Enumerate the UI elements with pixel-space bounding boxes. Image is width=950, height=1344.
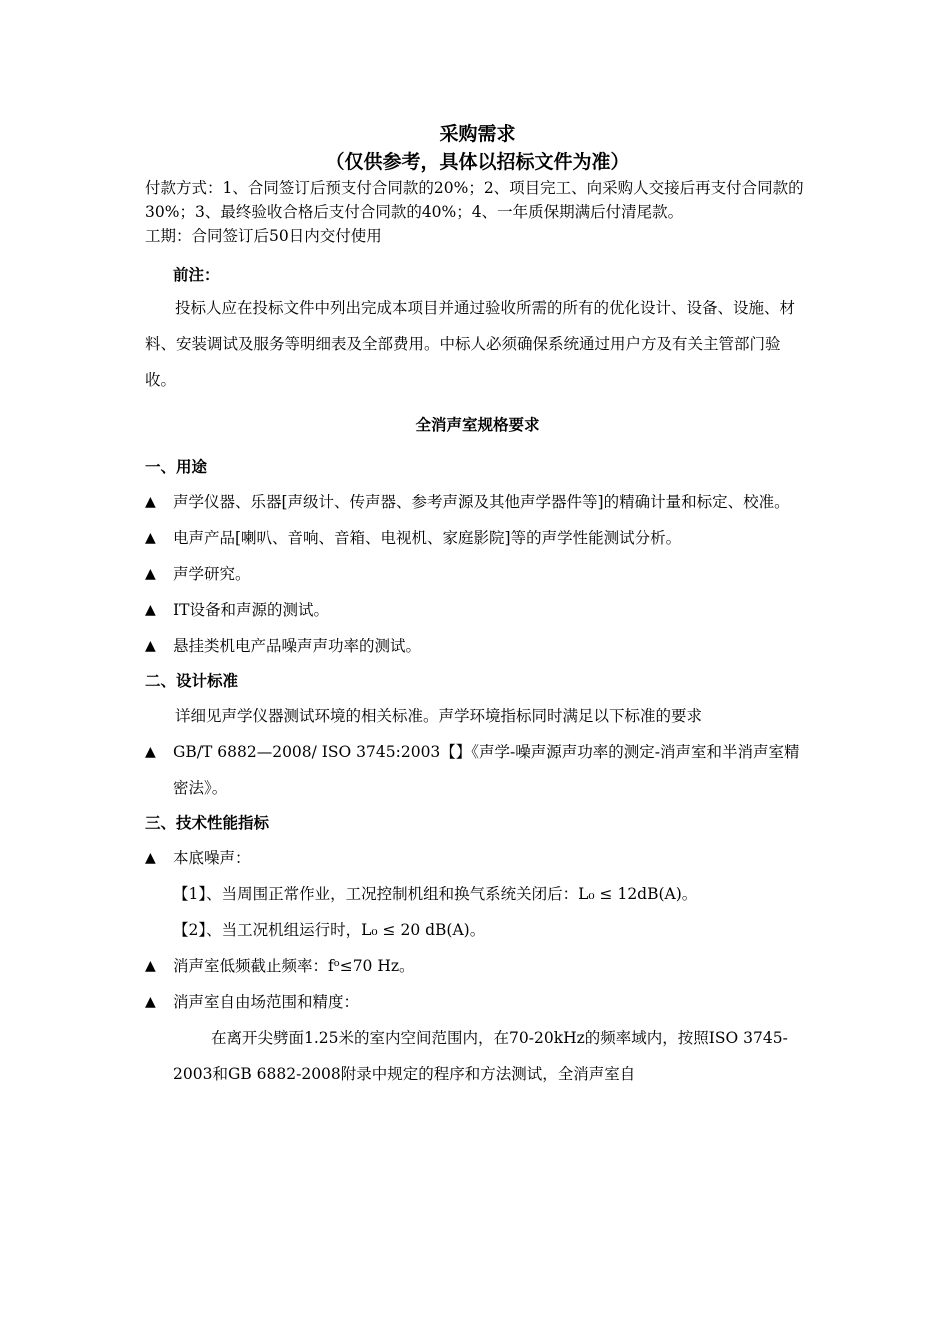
list-item [145,520,810,556]
construction-period: 工期：合同签订后50日内交付使用 [145,227,382,245]
list-item [145,734,810,806]
note-text: 投标人应在投标文件中列出完成本项目并通过验收所需的所有的优化设计、设备、设施、材料、安装调试及服务等明细表及全部费用。中标人必须确保系统通过用户方及有关主管部门验收。 [145,299,796,389]
list-item [145,484,810,520]
list-item-text: 声学仪器、乐器[声级计、传声器、参考声源及其他声学器件等]的精确计量和标定、校准。 [173,493,790,511]
list-item-text: 消声室自由场范围和精度： [173,993,360,1011]
list-item-text: 本底噪声： [173,849,251,867]
triangle-bullet-icon: ▲ [145,530,156,546]
list-item-text: 消声室低频截止频率：fᵒ≤70 Hz。 [173,957,415,975]
triangle-bullet-icon: ▲ [145,744,156,760]
triangle-bullet-icon: ▲ [145,602,156,618]
section-1-title: 一、用途 [145,457,208,476]
list-item [145,948,810,984]
spec-title: 全消声室规格要求 [415,415,540,434]
triangle-bullet-icon: ▲ [145,566,156,582]
list-item [145,628,810,664]
section-2-text: 详细见声学仪器测试环境的相关标准。声学环境指标同时满足以下标准的要求 [175,707,703,725]
triangle-bullet-icon: ▲ [145,850,156,866]
list-item [145,592,810,628]
section-2-title: 二、设计标准 [145,671,239,690]
triangle-bullet-icon: ▲ [145,994,156,1010]
note-title: 前注： [173,265,220,284]
list-item-text: GB/T 6882—2008/ ISO 3745:2003【】《声学-噪声源声功率的测定-消声室和半消声室精密法》。 [173,743,800,797]
list-item-text: 电声产品[喇叭、音响、音箱、电视机、家庭影院]等的声学性能测试分析。 [173,529,682,547]
section-3-title: 三、技术性能指标 [145,813,270,832]
document-page [145,120,810,1092]
list-item [145,556,810,592]
doc-title: 采购需求 [439,123,516,145]
noise-condition-2: 【2】、当工况机组运行时，L₀ ≤ 20 dB(A)。 [173,921,486,939]
doc-subtitle: （仅供参考，具体以招标文件为准） [325,151,630,173]
noise-condition-1: 【1】、当周围正常作业，工况控制机组和换气系统关闭后：L₀ ≤ 12dB(A)。 [173,885,698,903]
triangle-bullet-icon: ▲ [145,494,156,510]
list-item-text: 声学研究。 [173,565,251,583]
list-item [145,984,810,1020]
triangle-bullet-icon: ▲ [145,638,156,654]
list-item [145,840,810,876]
triangle-bullet-icon: ▲ [145,958,156,974]
list-item-text: IT设备和声源的测试。 [173,601,329,619]
list-item-text: 悬挂类机电产品噪声声功率的测试。 [173,637,422,655]
payment-terms: 付款方式：1、合同签订后预支付合同款的20%；2、项目完工、向采购人交接后再支付合同款的30%；3、最终验收合格后支付合同款的40%；4、一年质保期满后付清尾款。 [145,179,804,221]
free-field-paragraph: 在离开尖劈面1.25米的室内空间范围内，在70-20kHz的频率域内，按照ISO 3745-2003和GB 6882-2008附录中规定的程序和方法测试，全消声室自 [173,1029,788,1083]
